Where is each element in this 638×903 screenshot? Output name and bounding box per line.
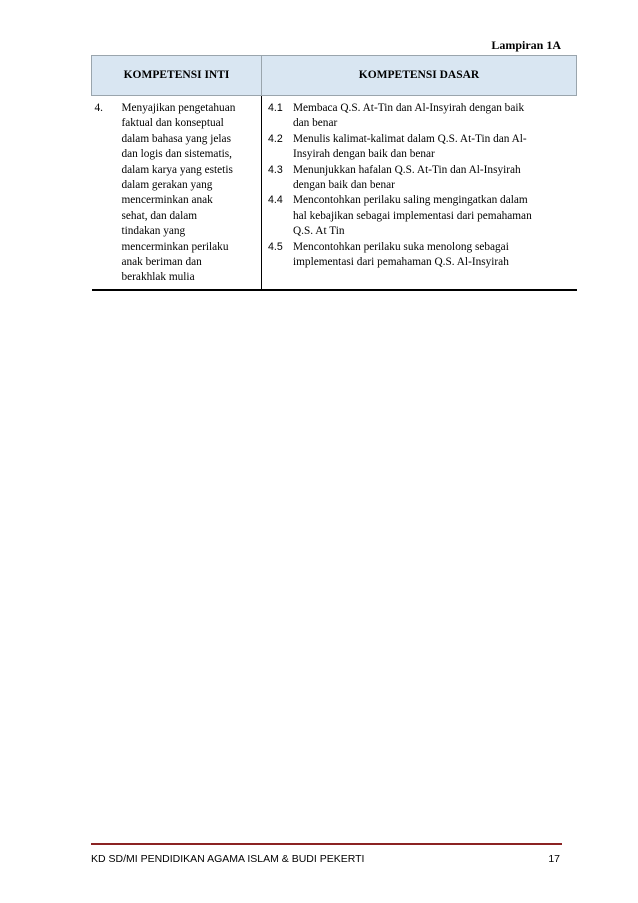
kd-text bbox=[293, 101, 569, 132]
kd-number: 4.3 bbox=[268, 163, 283, 176]
header-kompetensi-dasar: KOMPETENSI DASAR bbox=[262, 56, 577, 96]
ki-line: berakhlak mulia bbox=[121, 271, 195, 284]
footer-title: KD SD/MI PENDIDIKAN AGAMA ISLAM & BUDI PEKERTI bbox=[91, 853, 365, 865]
footer-divider bbox=[91, 843, 562, 845]
kd-list bbox=[262, 101, 577, 270]
table-header-row bbox=[92, 56, 577, 96]
kd-number: 4.2 bbox=[268, 132, 283, 145]
ki-line: dan logis dan sistematis, bbox=[121, 148, 232, 161]
kd-number: 4.1 bbox=[268, 102, 283, 114]
kd-line: hal kebajikan sebagai implementasi dari pemahaman bbox=[293, 209, 532, 222]
kd-number: 4.5 bbox=[268, 240, 283, 253]
kd-line: Q.S. At Tin bbox=[293, 225, 345, 238]
competency-table bbox=[91, 55, 577, 291]
kd-line: Mencontohkan perilaku suka menolong sebagai bbox=[293, 240, 509, 253]
list-item bbox=[268, 193, 569, 239]
kd-cell bbox=[262, 96, 577, 290]
kd-text bbox=[293, 132, 569, 163]
kd-line: Insyirah dengan baik dan benar bbox=[293, 148, 435, 161]
ki-line: faktual dan konseptual bbox=[121, 117, 224, 130]
kd-line: implementasi dari pemahaman Q.S. Al-Insyirah bbox=[293, 256, 509, 269]
ki-line: mencerminkan anak bbox=[121, 194, 213, 207]
ki-line: sehat, dan dalam bbox=[121, 209, 198, 222]
ki-description bbox=[122, 101, 260, 286]
table-row bbox=[92, 96, 577, 290]
ki-line: anak beriman dan bbox=[121, 256, 202, 269]
ki-line: dalam karya yang estetis bbox=[121, 163, 233, 176]
kd-line: dengan baik dan benar bbox=[293, 179, 395, 192]
ki-line: tindakan yang bbox=[121, 225, 186, 238]
kd-line: dan benar bbox=[293, 117, 338, 130]
kd-line: Membaca Q.S. At-Tin dan Al-Insyirah dengan baik bbox=[293, 102, 525, 114]
ki-line: mencerminkan perilaku bbox=[121, 240, 229, 253]
kd-line: Menulis kalimat-kalimat dalam Q.S. At-Tin dan Al- bbox=[293, 132, 527, 145]
list-item bbox=[268, 240, 569, 271]
list-item bbox=[268, 101, 569, 132]
ki-number: 4. bbox=[94, 102, 103, 114]
header-kompetensi-inti: KOMPETENSI INTI bbox=[92, 56, 262, 96]
kd-line: Menunjukkan hafalan Q.S. At-Tin dan Al-Insyirah bbox=[293, 163, 521, 176]
appendix-label: Lampiran 1A bbox=[491, 38, 561, 52]
list-item bbox=[268, 163, 569, 194]
kd-text bbox=[293, 163, 569, 194]
page-number: 17 bbox=[548, 853, 560, 865]
ki-line: dalam bahasa yang jelas bbox=[121, 132, 231, 145]
kd-text bbox=[293, 193, 569, 239]
kd-line: Mencontohkan perilaku saling mengingatkan dalam bbox=[293, 194, 528, 207]
kd-number: 4.4 bbox=[268, 194, 283, 207]
kd-text bbox=[293, 240, 569, 271]
ki-line: Menyajikan pengetahuan bbox=[121, 102, 236, 114]
list-item bbox=[268, 132, 569, 163]
ki-line: dalam gerakan yang bbox=[121, 179, 213, 192]
ki-cell bbox=[92, 96, 262, 290]
